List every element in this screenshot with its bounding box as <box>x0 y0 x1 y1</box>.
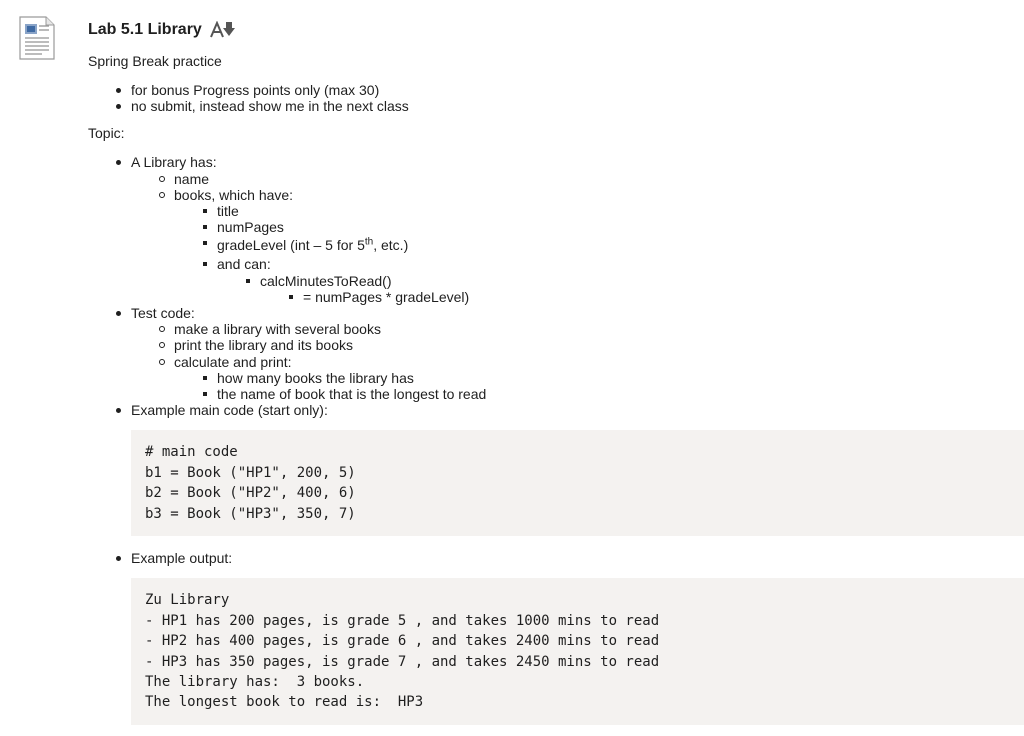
books-sublist <box>174 203 1024 305</box>
list-item: how many books the library has <box>174 370 1024 386</box>
example-main-label: Example main code (start only): <box>131 402 328 419</box>
notes-list <box>88 82 1024 114</box>
list-item: make a library with several books <box>131 321 1024 337</box>
list-item-test-code <box>88 305 1024 402</box>
list-item-books <box>131 187 1024 305</box>
list-item: print the library and its books <box>131 337 1024 353</box>
library-sublist <box>131 171 1024 305</box>
text-size-icon[interactable] <box>210 21 236 39</box>
calc-sublist <box>174 370 1024 402</box>
output-code-block: Zu Library - HP1 has 200 pages, is grade 5 , and takes 1000 mins to read - HP2 has 400 pages, is grade 6 , and takes 2400 mins to read - HP3 has 350 pages, is grade 7 , and takes 2450 mins to read The library has: 3 books. The longest book to read is: HP3 <box>131 578 1024 724</box>
formula-sublist <box>260 289 1024 305</box>
grade-level-sup: th <box>364 236 374 248</box>
methods-sublist <box>217 273 1024 305</box>
list-item-library <box>88 154 1024 305</box>
list-item: name <box>131 171 1024 187</box>
list-item: no submit, instead show me in the next class <box>88 98 1024 114</box>
list-item-example-main <box>88 402 1024 536</box>
grade-level-suffix: , etc.) <box>373 237 409 254</box>
list-item: title <box>174 203 1024 219</box>
subtitle: Spring Break practice <box>88 53 222 69</box>
list-item-example-output <box>88 550 1024 725</box>
test-code-label: Test code: <box>131 305 195 322</box>
page-title: Lab 5.1 Library <box>88 21 202 38</box>
topic-label: Topic: <box>88 125 125 142</box>
document-content <box>88 18 1024 725</box>
grade-level-text: gradeLevel (int – 5 for 5 <box>217 237 365 254</box>
list-item: numPages <box>174 219 1024 235</box>
calc-label: calculate and print: <box>174 353 292 370</box>
document-icon <box>18 16 56 60</box>
test-code-sublist <box>131 321 1024 402</box>
list-item-and-can <box>174 256 1024 305</box>
list-item: for bonus Progress points only (max 30) <box>88 82 1024 98</box>
books-label: books, which have: <box>174 186 294 203</box>
list-item-calc <box>131 354 1024 403</box>
list-item-grade-level <box>174 235 1024 256</box>
and-can-label: and can: <box>217 256 271 273</box>
title-row <box>88 18 1024 42</box>
list-item-method <box>217 273 1024 305</box>
method-label: calcMinutesToRead() <box>260 272 392 289</box>
example-output-label: Example output: <box>131 550 233 567</box>
list-item: the name of book that is the longest to read <box>174 386 1024 402</box>
library-label: A Library has: <box>131 154 217 171</box>
main-code-block: # main code b1 = Book ("HP1", 200, 5) b2 = Book ("HP2", 400, 6) b3 = Book ("HP3", 350, 7) <box>131 430 1024 536</box>
topic-list <box>88 154 1024 724</box>
list-item: = numPages * gradeLevel) <box>260 289 1024 305</box>
